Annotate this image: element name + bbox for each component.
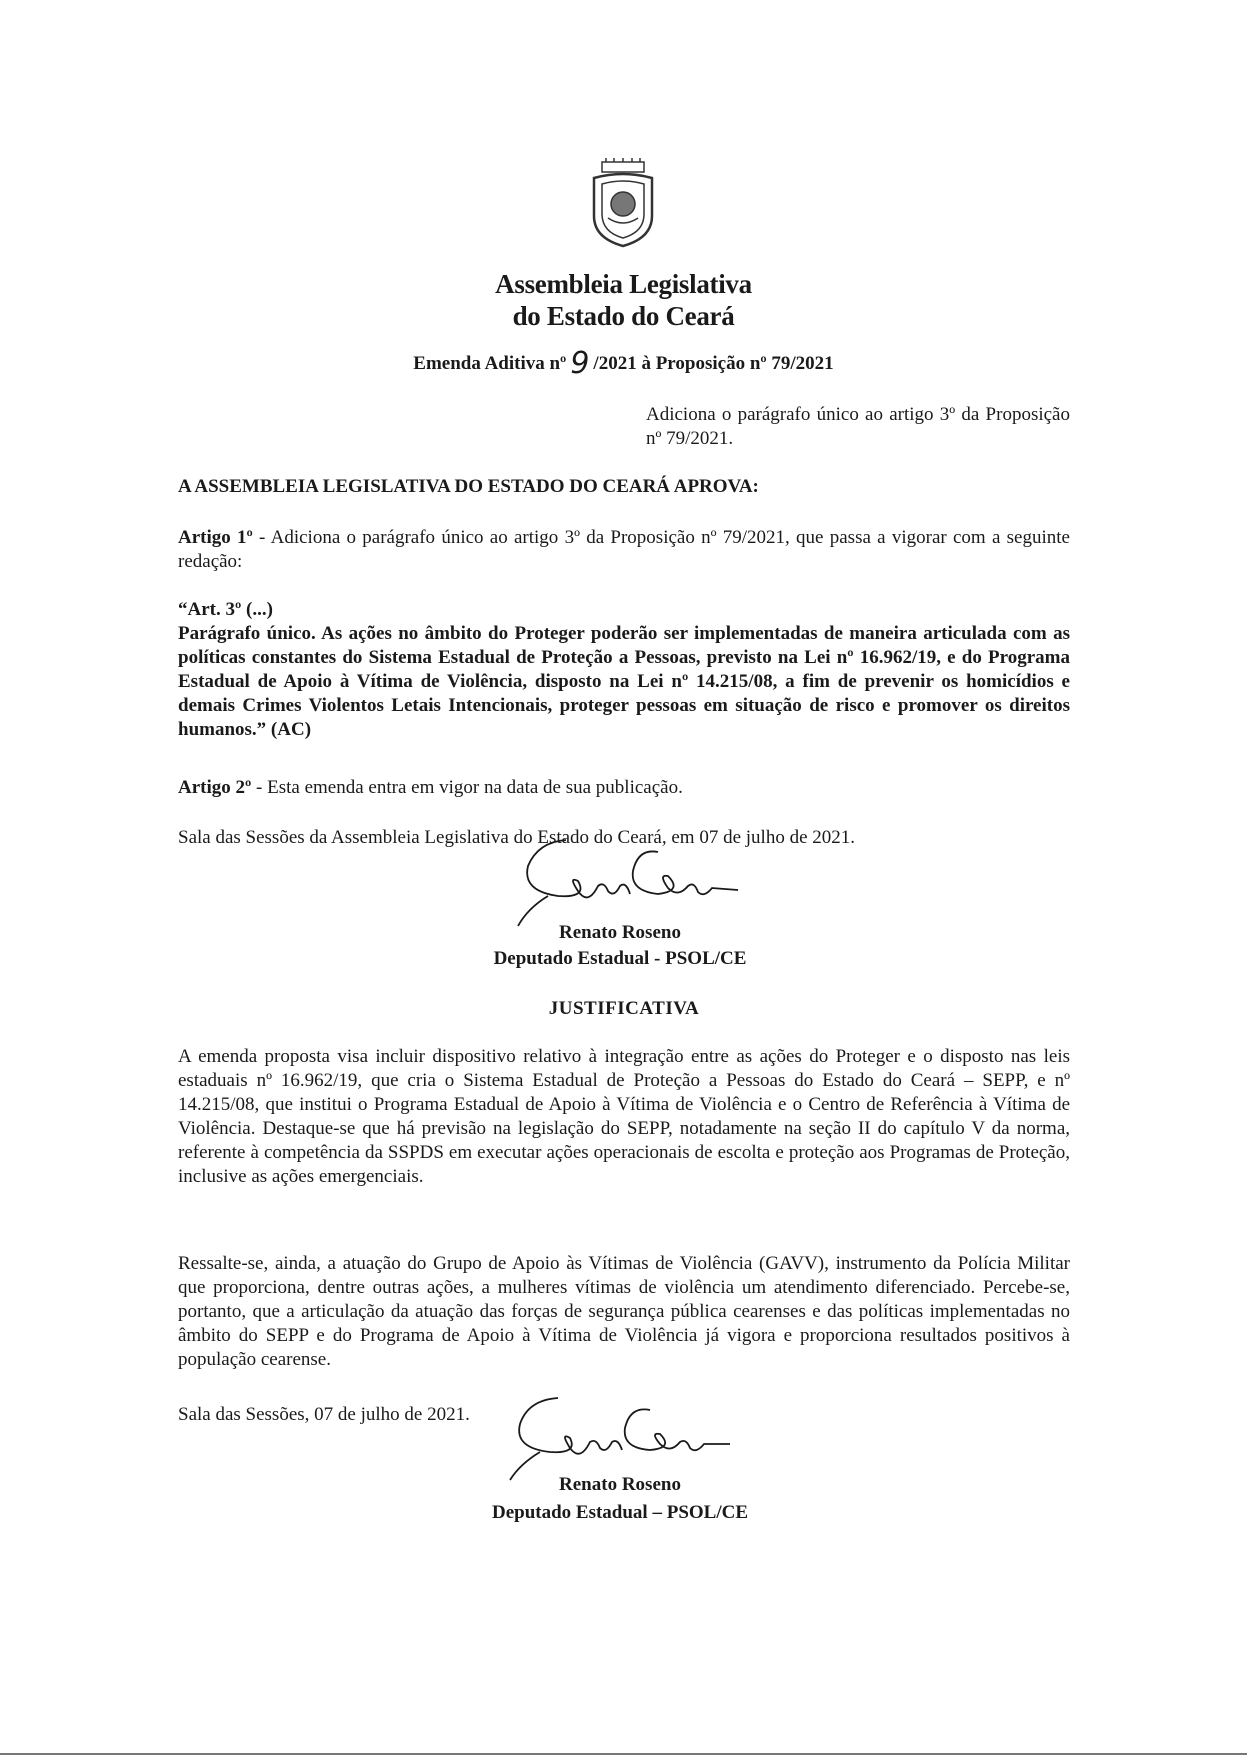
art3-block: [178, 598, 1070, 742]
article-1-text: - Adiciona o parágrafo único ao artigo 3º da Proposição nº 79/2021, que passa a vigorar com a seguinte redação:: [178, 527, 1070, 572]
signer-name-1: Renato Roseno: [559, 922, 681, 943]
article-1-label: Artigo 1º: [178, 527, 253, 548]
bottom-rule: [0, 1753, 1247, 1755]
signer-name-2: Renato Roseno: [559, 1474, 681, 1495]
justification-heading: JUSTIFICATIVA: [548, 998, 700, 1019]
handwritten-signature-1: [508, 836, 748, 936]
state-coat-of-arms: [588, 158, 658, 248]
article-2-label: Artigo 2º: [178, 777, 252, 798]
assembly-name-line1: Assembleia Legislativa: [495, 269, 752, 299]
signer-title-1: Deputado Estadual - PSOL/CE: [493, 948, 747, 969]
art3-heading: “Art. 3º (...): [178, 599, 273, 620]
justification-paragraph-1: A emenda proposta visa incluir dispositivo relativo à integração entre as ações do Proteger e o disposto nas leis estaduais nº 16.962/19, que cria o Sistema Estadual de Proteção a Pessoas do Estado do Ceará – SEPP, e nº 14.215/08, que institui o Programa Estadual de Apoio à Vítima de Violência e o Centro de Referência à Vítima de Violência. Destaque-se que há previsão na legislação do SEPP, notadamente na seção II do capítulo V da norma, referente à competência da SSPDS em executar ações operacionais de escolta e proteção aos Programas de Proteção, inclusive as ações emergenciais.: [178, 1046, 1070, 1187]
signer-title-2: Deputado Estadual – PSOL/CE: [491, 1502, 749, 1523]
approval-statement: A ASSEMBLEIA LEGISLATIVA DO ESTADO DO CEARÁ APROVA:: [178, 476, 759, 497]
session-date-1: Sala das Sessões da Assembleia Legislativa do Estado do Ceará, em 07 de julho de 2021.: [178, 827, 855, 848]
paragrafo-unico-text: As ações no âmbito do Proteger poderão ser implementadas de maneira articulada com as políticas constantes do Sistema Estadual de Proteção a Pessoas, previsto na Lei nº 16.962/19, e do Programa Estadual de Apoio à Vítima de Violência, disposto na Lei nº 14.215/08, a fim de prevenir os homicídios e demais Crimes Violentos Letais Intencionais, proteger pessoas em situação de risco e promover os direitos humanos.” (AC): [178, 623, 1070, 740]
assembly-name-line2: do Estado do Ceará: [512, 301, 735, 331]
amendment-suffix: /2021 à Proposição nº 79/2021: [593, 353, 834, 374]
session-date-2: Sala das Sessões, 07 de julho de 2021.: [178, 1404, 470, 1425]
amendment-handwritten-number: 9: [570, 346, 590, 381]
justification-paragraph-2: Ressalte-se, ainda, a atuação do Grupo de Apoio às Vítimas de Violência (GAVV), instrumento da Polícia Militar que proporciona, dentre outras ações, a mulheres vítimas de violência um atendimento diferenciado. Percebe-se, portanto, que a articulação da atuação das forças de segurança pública cearenses e das políticas implementadas no âmbito do SEPP e do Programa de Apoio à Vítima de Violência já vigora e proporciona resultados positivos à população cearense.: [178, 1253, 1070, 1370]
paragrafo-unico-label: Parágrafo único.: [178, 623, 316, 644]
article-2: [178, 776, 1070, 800]
amendment-title: [0, 346, 1247, 381]
amendment-prefix: Emenda Aditiva nº: [413, 353, 567, 374]
article-1: [178, 526, 1070, 574]
article-2-text: - Esta emenda entra em vigor na data de sua publicação.: [251, 777, 683, 798]
ementa: Adiciona o parágrafo único ao artigo 3º da Proposição nº 79/2021.: [646, 404, 1070, 449]
